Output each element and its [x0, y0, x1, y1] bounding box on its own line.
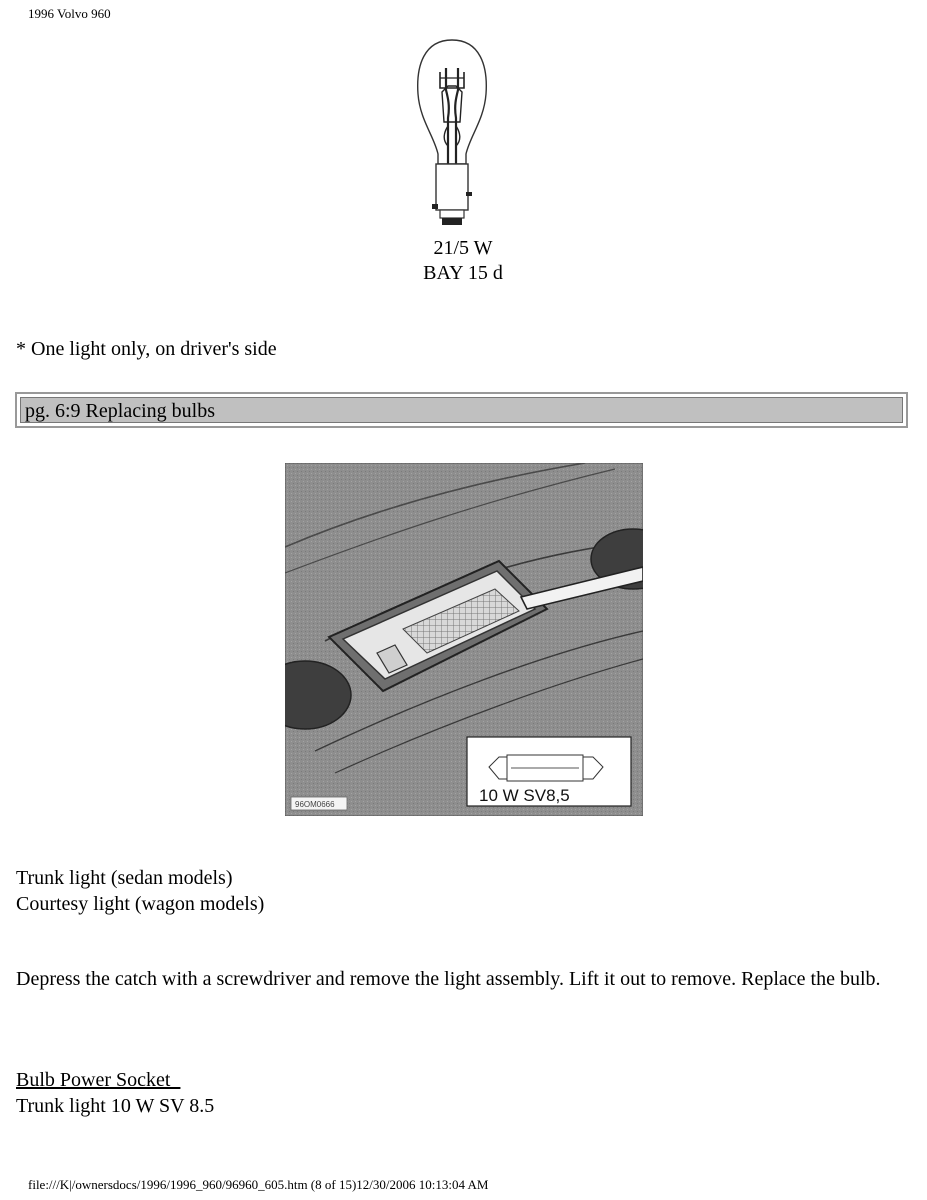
section-title: pg. 6:9 Replacing bulbs	[20, 397, 903, 423]
bulb-table-row: Trunk light 10 W SV 8.5	[16, 1095, 215, 1117]
footer-file-path: file:///K|/ownersdocs/1996/1996_960/96960_605.htm (8 of 15)12/30/2006 10:13:04 AM	[28, 1177, 489, 1192]
footnote-text: * One light only, on driver's side	[16, 338, 277, 360]
bulb-spec-label: 10 W SV8,5	[479, 786, 570, 805]
instruction-paragraph: Depress the catch with a screwdriver and remove the light assembly. Lift it out to remove. Replace the bulb.	[16, 968, 881, 990]
image-code-label: 96OM0666	[295, 800, 335, 809]
courtesy-light-line: Courtesy light (wagon models)	[16, 893, 265, 915]
bulb-table-heading: Bulb Power Socket	[16, 1069, 181, 1091]
trunk-light-line: Trunk light (sedan models)	[16, 867, 233, 889]
section-header-bar	[15, 392, 908, 428]
trunk-light-illustration	[285, 463, 643, 816]
page-header-title: 1996 Volvo 960	[28, 6, 111, 21]
bulb-wattage-label: 21/5 W	[433, 237, 493, 259]
bulb-socket-label: BAY 15 d	[423, 262, 503, 284]
double-filament-bulb-icon	[408, 36, 496, 231]
